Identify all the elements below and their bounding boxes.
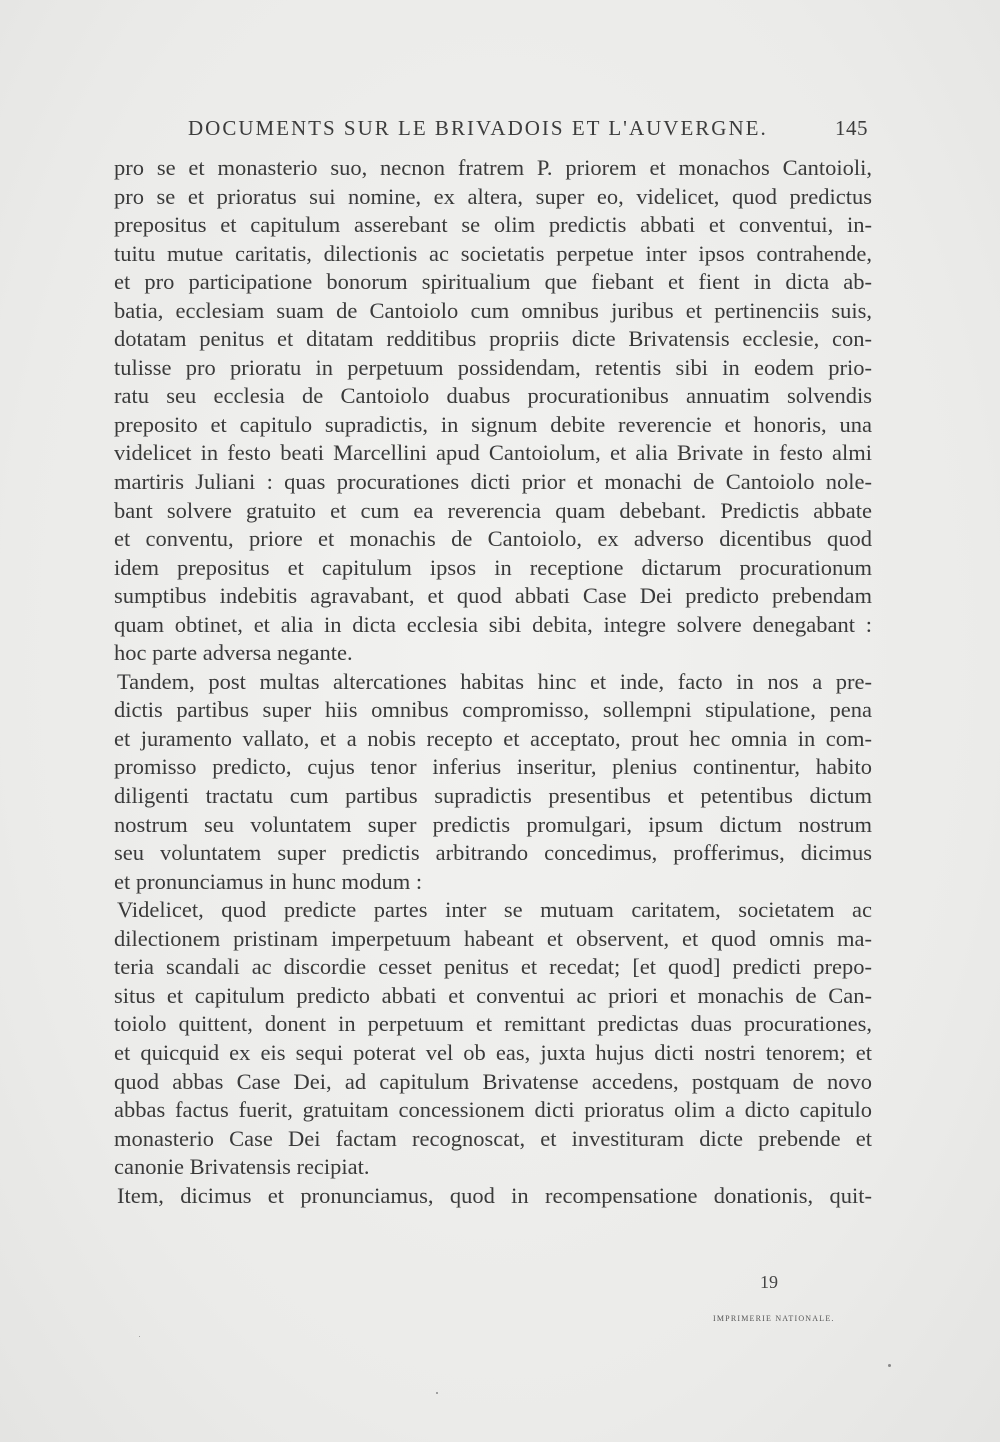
text-line: tulisse pro prioratu in perpetuum possidendam, retentis sibi in eodem prio- [114,354,872,380]
text-line: pro se et prioratus sui nomine, ex altera, super eo, videlicet, quod predictus [114,183,872,209]
running-title: DOCUMENTS SUR LE BRIVADOIS ET L'AUVERGNE. [188,116,768,140]
paper-speck [888,1364,891,1367]
text-line: et pronunciamus in hunc modum : [114,868,423,894]
text-line: et juramento vallato, et a nobis recepto et acceptato, prout hec omnia in com- [114,725,872,751]
text-line: abbas factus fuerit, gratuitam concessionem dicti prioratus olim a dicto capitulo [114,1097,872,1123]
text-line: bant solvere gratuito et cum ea reverencia quam debebant. Predictis abbate [114,497,872,523]
text-line: canonie Brivatensis recipiat. [114,1154,370,1180]
text-line: et conventu, priore et monachis de Cantoiolo, ex adverso dicentibus quod [114,526,872,552]
text-line: et quicquid ex eis sequi poterat vel ob eas, juxta hujus dicti nostri tenorem; et [114,1039,872,1065]
text-line: sumptibus indebitis agravabant, et quod abbati Case Dei predicto prebendam [114,583,872,609]
paper-speck [436,1392,438,1394]
text-line: Tandem, post multas altercationes habitas hinc et inde, facto in nos a pre- [117,668,872,694]
text-line: videlicet in festo beati Marcellini apud Cantoiolum, et alia Brivate in festo almi [114,440,872,466]
text-line: Videlicet, quod predicte partes inter se mutuam caritatem, societatem ac [117,897,872,923]
text-line: dictis partibus super hiis omnibus compromisso, sollempni stipulatione, pena [114,697,872,723]
text-line: situs et capitulum predicto abbati et conventui ac priori et monachis de Can- [114,982,872,1008]
text-line: diligenti tractatu cum partibus supradictis presentibus et petentibus dictum [114,783,872,809]
text-line: tuitu mutue caritatis, dilectionis ac societatis perpetue inter ipsos contrahende, [114,240,872,266]
text-line: dotatam penitus et ditatam redditibus propriis dicte Brivatensis ecclesie, con- [114,326,872,352]
text-line: nostrum seu voluntatem super predictis promulgari, ipsum dictum nostrum [114,811,872,837]
signature-mark: 19 [760,1272,778,1292]
running-head [188,116,868,148]
text-line: hoc parte adversa negante. [114,640,353,666]
text-line: monasterio Case Dei factam recognoscat, et investituram dicte prebende et [114,1125,872,1151]
text-line: seu voluntatem super predictis arbitrando concedimus, profferimus, dicimus [114,840,872,866]
text-line: prepositus et capitulum asserebant se olim predictis abbati et conventui, in- [114,212,872,238]
text-line: martiris Juliani : quas procurationes dicti prior et monachi de Cantoiolo nole- [114,469,872,495]
paper-speck [139,1336,140,1337]
text-line: et pro participatione bonorum spiritualium que fiebant et fient in dicta ab- [114,269,872,295]
text-line: promisso predicto, cujus tenor inferius inseritur, plenius continentur, habito [114,754,872,780]
text-line: pro se et monasterio suo, necnon fratrem P. priorem et monachos Cantoioli, [114,155,872,180]
text-line: dilectionem pristinam imperpetuum habeant et observent, et quod omnis ma- [114,925,872,951]
text-line: quod abbas Case Dei, ad capitulum Brivatense accedens, postquam de novo [114,1068,872,1094]
text-line: teria scandali ac discordie cesset penitus et recedat; [et quod] predicti prepo- [114,954,872,980]
text-line: batia, ecclesiam suam de Cantoiolo cum omnibus juribus et pertinenciis suis, [114,297,872,323]
page-number: 145 [835,116,868,140]
text-line: Item, dicimus et pronunciamus, quod in recompensatione donationis, quit- [117,1182,872,1208]
body-text [114,154,872,1210]
printer-imprint: IMPRIMERIE NATIONALE. [713,1314,835,1323]
text-line: quam obtinet, et alia in dicta ecclesia sibi debita, integre solvere denegabant : [114,611,872,637]
text-line: preposito et capitulo supradictis, in signum debite reverencie et honoris, una [114,411,872,437]
text-line: idem prepositus et capitulum ipsos in receptione dictarum procurationum [114,554,872,580]
text-line: toiolo quittent, donent in perpetuum et remittant predictas duas procurationes, [114,1011,872,1037]
text-line: ratu seu ecclesia de Cantoiolo duabus procurationibus annuatim solvendis [114,383,872,409]
